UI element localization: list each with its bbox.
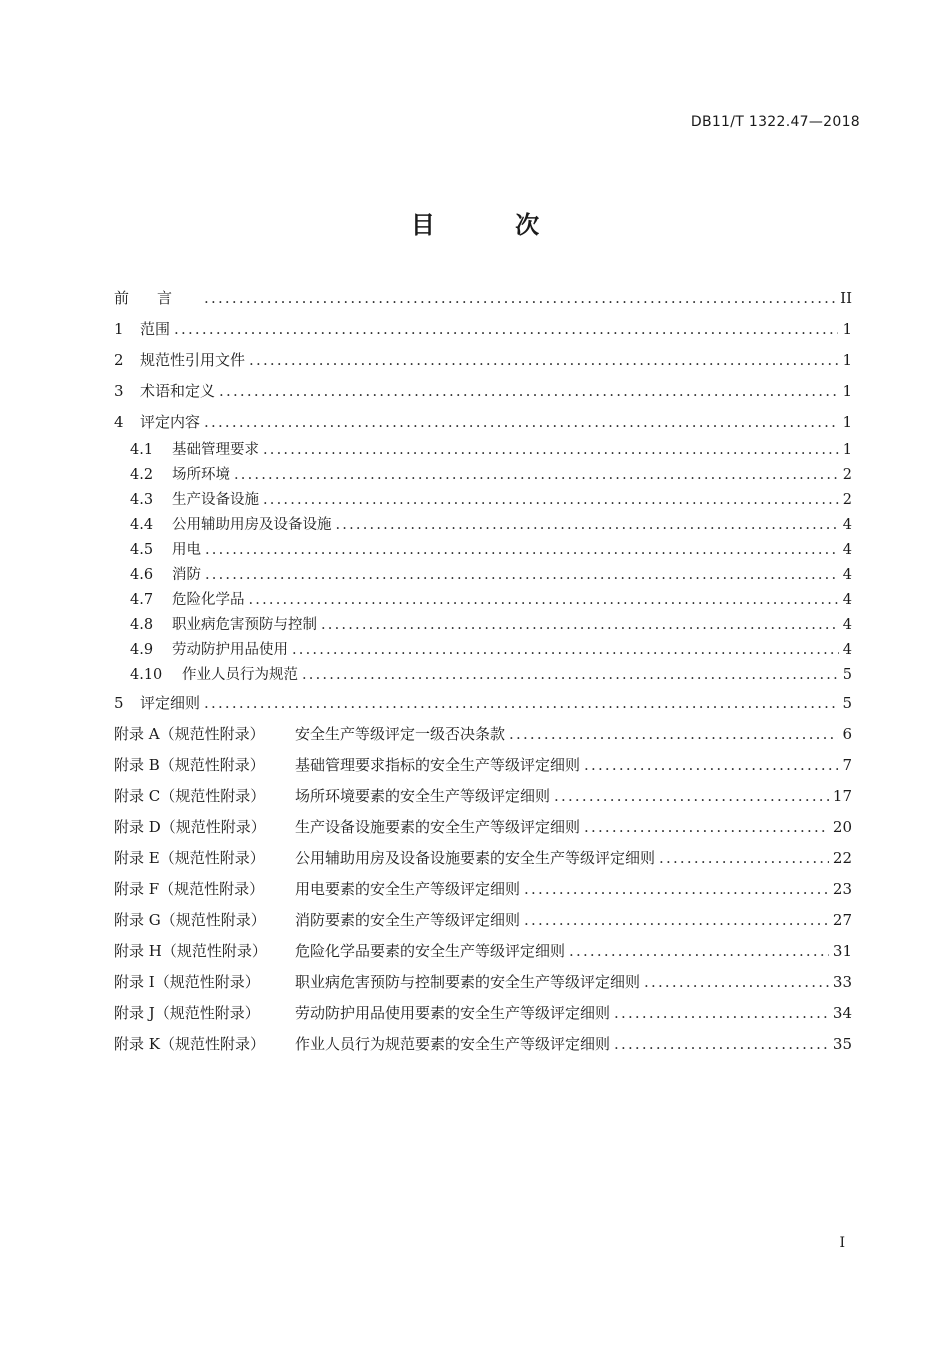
toc-entry-label: 范围 (140, 320, 171, 338)
toc-entry-subsection[interactable] (114, 513, 852, 538)
toc-entry-label: 危险化学品要素的安全生产等级评定细则 (295, 942, 566, 960)
toc-entry-number: 附录 B（规范性附录） (114, 756, 265, 774)
toc-entry-page: 4 (842, 617, 852, 633)
toc-entry-subsection[interactable] (114, 588, 852, 613)
toc-entry-label: 场所环境要素的安全生产等级评定细则 (295, 787, 551, 805)
toc-entry-appendix[interactable] (114, 936, 852, 967)
toc-entry-number: 附录 C（规范性附录） (114, 787, 266, 805)
toc-entry-number: 附录 D（规范性附录） (114, 818, 266, 836)
toc-entry-label: 基础管理要求指标的安全生产等级评定细则 (295, 756, 581, 774)
toc-entry-section[interactable] (114, 314, 852, 345)
leader-dots (336, 513, 839, 538)
leader-dots (584, 812, 829, 843)
toc-entry-appendix[interactable] (114, 905, 852, 936)
toc-entry-number: 4.8 (130, 617, 154, 633)
toc-entry-page: 34 (832, 1004, 852, 1022)
leader-dots (205, 563, 839, 588)
toc-entry-appendix[interactable] (114, 1029, 852, 1060)
toc-entry-section[interactable] (114, 688, 852, 719)
toc-entry-appendix[interactable] (114, 781, 852, 812)
leader-dots (614, 998, 829, 1029)
leader-dots (644, 967, 829, 998)
toc-entry-page: 17 (832, 787, 852, 805)
toc-entry-subsection[interactable] (114, 463, 852, 488)
toc-entry-label: 前言 (114, 289, 201, 307)
leader-dots (205, 538, 839, 563)
toc-entry-subsection[interactable] (114, 663, 852, 688)
toc-entry-foreword[interactable] (114, 283, 852, 314)
toc-entry-appendix[interactable] (114, 812, 852, 843)
toc-entry-label: 劳动防护用品使用要素的安全生产等级评定细则 (295, 1004, 611, 1022)
leader-dots (292, 638, 839, 663)
toc-entry-label: 消防 (172, 567, 201, 583)
toc-entry-number: 附录 J（规范性附录） (114, 1004, 260, 1022)
toc-entry-section[interactable] (114, 407, 852, 438)
leader-dots (509, 719, 838, 750)
toc-entry-page: 2 (842, 467, 852, 483)
toc-entry-number: 2 (114, 351, 124, 369)
toc-entry-label: 评定内容 (140, 413, 201, 431)
toc-entry-subsection[interactable] (114, 563, 852, 588)
toc-entry-label: 安全生产等级评定一级否决条款 (295, 725, 506, 743)
toc-entry-label: 劳动防护用品使用 (172, 642, 288, 658)
toc-entry-page: 4 (842, 567, 852, 583)
leader-dots (204, 688, 838, 719)
toc-entry-label: 用电要素的安全生产等级评定细则 (295, 880, 521, 898)
leader-dots (249, 345, 838, 376)
toc-entry-label: 基础管理要求 (172, 442, 259, 458)
toc-entry-number: 4.5 (130, 542, 154, 558)
toc-entry-page: 2 (842, 492, 852, 508)
toc-entry-label: 规范性引用文件 (140, 351, 246, 369)
toc-entry-number: 4.3 (130, 492, 154, 508)
toc-entry-page: 5 (842, 694, 852, 712)
toc-entry-subsection[interactable] (114, 488, 852, 513)
toc-entry-label: 场所环境 (172, 467, 230, 483)
toc-entry-label: 评定细则 (140, 694, 201, 712)
toc-entry-number: 4.10 (130, 667, 163, 683)
toc-entry-page: 4 (842, 542, 852, 558)
leader-dots (249, 588, 839, 613)
toc-entry-label: 消防要素的安全生产等级评定细则 (295, 911, 521, 929)
toc-entry-page: 20 (832, 818, 852, 836)
toc-entry-number: 4.9 (130, 642, 154, 658)
toc-entry-number: 附录 A（规范性附录） (114, 725, 265, 743)
leader-dots (204, 407, 838, 438)
leader-dots (234, 463, 839, 488)
toc-entry-page: 31 (832, 942, 852, 960)
toc-entry-page: 27 (832, 911, 852, 929)
toc-entry-page: 1 (842, 320, 852, 338)
leader-dots (302, 663, 839, 688)
page-number: I (839, 1235, 845, 1251)
toc-entry-subsection[interactable] (114, 613, 852, 638)
toc-entry-appendix[interactable] (114, 750, 852, 781)
toc-entry-page: 6 (842, 725, 852, 743)
toc-entry-number: 4.7 (130, 592, 154, 608)
toc-entry-label: 用电 (172, 542, 201, 558)
toc-entry-page: 33 (832, 973, 852, 991)
leader-dots (659, 843, 829, 874)
leader-dots (174, 314, 838, 345)
toc-entry-number: 1 (114, 320, 124, 338)
toc-entry-appendix[interactable] (114, 843, 852, 874)
toc-entry-page: 4 (842, 642, 852, 658)
toc-entry-number: 附录 H（规范性附录） (114, 942, 267, 960)
toc-entry-subsection[interactable] (114, 538, 852, 563)
toc-entry-number: 4.6 (130, 567, 154, 583)
toc-entry-label: 作业人员行为规范 (182, 667, 298, 683)
toc-entry-appendix[interactable] (114, 874, 852, 905)
toc-entry-appendix[interactable] (114, 967, 852, 998)
toc-entry-number: 附录 G（规范性附录） (114, 911, 266, 929)
leader-dots (219, 376, 838, 407)
leader-dots (554, 781, 829, 812)
toc-entry-page: 35 (832, 1035, 852, 1053)
toc-entry-section[interactable] (114, 376, 852, 407)
toc-entry-label: 危险化学品 (172, 592, 245, 608)
toc-entry-subsection[interactable] (114, 638, 852, 663)
toc-entry-number: 4 (114, 413, 124, 431)
toc-entry-label: 生产设备设施要素的安全生产等级评定细则 (295, 818, 581, 836)
leader-dots (569, 936, 829, 967)
toc-entry-section[interactable] (114, 345, 852, 376)
toc-entry-page: 1 (842, 442, 852, 458)
toc-entry-number: 4.4 (130, 517, 154, 533)
toc-entry-label: 职业病危害预防与控制要素的安全生产等级评定细则 (295, 973, 641, 991)
toc-entry-appendix[interactable] (114, 719, 852, 750)
leader-dots (263, 488, 839, 513)
toc-entry-number: 附录 E（规范性附录） (114, 849, 265, 867)
toc-entry-number: 4.1 (130, 442, 154, 458)
toc-entry-page: 4 (842, 517, 852, 533)
toc-entry-page: 22 (832, 849, 852, 867)
toc-entry-page: 4 (842, 592, 852, 608)
toc-entry-page: 5 (842, 667, 852, 683)
toc-entry-label: 公用辅助用房及设备设施要素的安全生产等级评定细则 (295, 849, 656, 867)
toc-entry-page: 1 (842, 413, 852, 431)
toc-entry-subsection[interactable] (114, 438, 852, 463)
toc-entry-appendix[interactable] (114, 998, 852, 1029)
leader-dots (263, 438, 839, 463)
toc-entry-number: 附录 I（规范性附录） (114, 973, 260, 991)
toc-entry-page: 7 (842, 756, 852, 774)
toc-entry-number: 4.2 (130, 467, 154, 483)
leader-dots (524, 905, 829, 936)
toc-entry-page: 23 (832, 880, 852, 898)
toc-entry-page: 1 (842, 382, 852, 400)
toc-entry-number: 附录 K（规范性附录） (114, 1035, 265, 1053)
toc-entry-label: 作业人员行为规范要素的安全生产等级评定细则 (295, 1035, 611, 1053)
toc-entry-page: II (840, 289, 852, 307)
toc-entry-label: 生产设备设施 (172, 492, 259, 508)
toc-entry-number: 3 (114, 382, 124, 400)
table-of-contents (114, 283, 852, 1060)
leader-dots (614, 1029, 829, 1060)
toc-entry-label: 术语和定义 (140, 382, 216, 400)
toc-entry-number: 5 (114, 694, 124, 712)
leader-dots (584, 750, 838, 781)
page-title: 目 次 (410, 211, 576, 239)
leader-dots (321, 613, 839, 638)
toc-entry-number: 附录 F（规范性附录） (114, 880, 265, 898)
toc-entry-label: 职业病危害预防与控制 (172, 617, 317, 633)
document-code: DB11/T 1322.47—2018 (690, 114, 860, 130)
leader-dots (204, 283, 836, 314)
toc-entry-page: 1 (842, 351, 852, 369)
toc-entry-label: 公用辅助用房及设备设施 (172, 517, 332, 533)
leader-dots (524, 874, 829, 905)
